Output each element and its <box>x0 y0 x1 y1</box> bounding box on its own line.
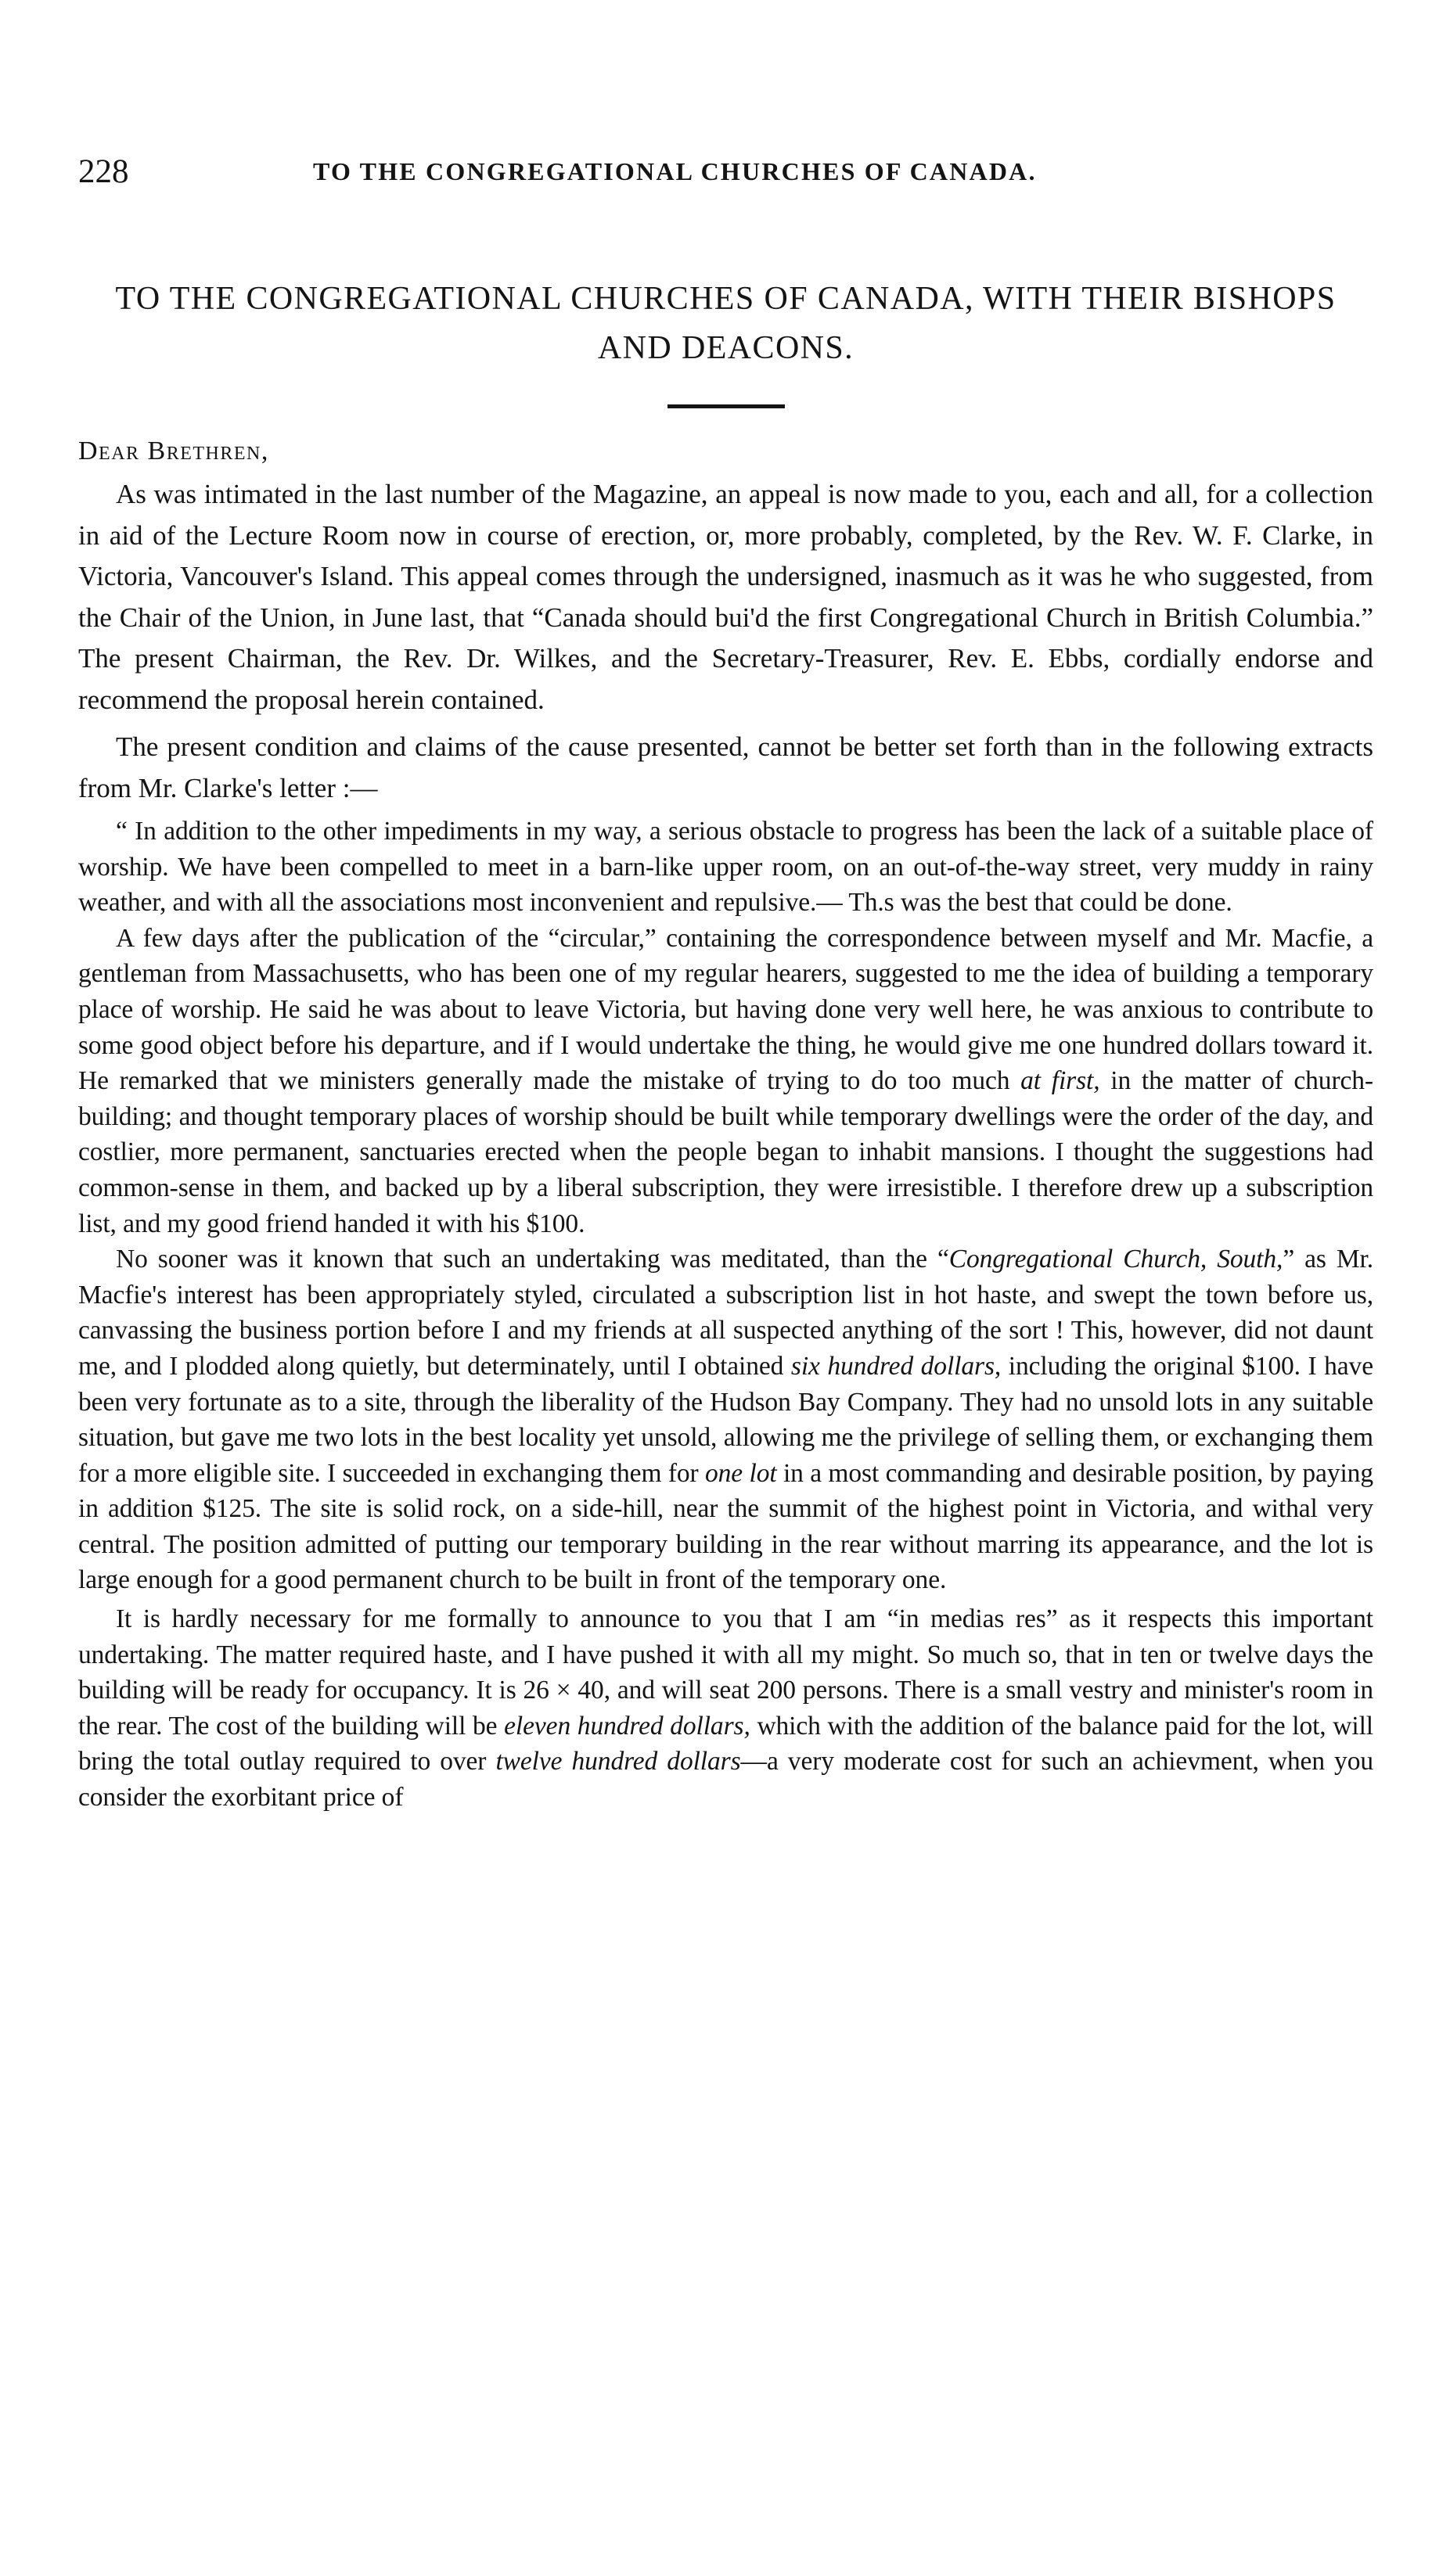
running-title: TO THE CONGREGATIONAL CHURCHES OF CANADA. <box>313 157 1037 185</box>
italic-run: at first, <box>1020 1066 1100 1096</box>
running-header <box>78 153 1373 199</box>
quote-paragraph-cost <box>78 1601 1373 1816</box>
quote-paragraph-impediments: “ In addition to the other impediments in my way, a serious obstacle to progress has been the lack of a suitable place of worship. We have been compelled to meet in a barn-like upper room, on an out-of-the-way street, very muddy in rainy weather, and with all the associations most inconvenient and repulsive.— Th.s was the best that could be done. <box>78 817 1373 918</box>
text-run: A few days after the publication of the “circular,” containing the correspondence between myself and Mr. Macfie, a gentleman from Massachusetts, who has been one of my regular hearers, suggested to me the idea of building a temporary place of worship. He said he was about to leave Victoria, but having done very well here, he was anxious to contribute to some good object before his departure, and if I would undertake the thing, he would give me one hundred dollars toward it. He remarked that we ministers generally made the mistake of trying to do too much <box>78 923 1373 1096</box>
italic-run: six hundred dollars, <box>790 1351 1002 1381</box>
text-run: which with the addition of the balance paid for the lot, will bring the total outlay required to over <box>78 1711 1373 1777</box>
text-run: —a very moderate cost for such an achievment, when you consider the exorbitant price of <box>78 1747 1374 1813</box>
document-page <box>78 153 1373 1816</box>
text-run: No sooner was it known that such an undertaking was meditated, than the “ <box>116 1245 949 1274</box>
text-run: including the original $100. I have been very fortunate as to a site, through the liberality of the Hudson Bay Company. They had no unsold lots in any suitable situation, but gave me two lots in the best locality yet unsold, allowing me the privilege of selling them, or exchanging them for a more eligible site. I succeeded in exchanging them for <box>78 1351 1373 1488</box>
article-title: TO THE CONGREGATIONAL CHURCHES OF CANADA, WITH THEIR BISHOPS AND DEACONS. <box>115 281 1337 366</box>
quote-paragraph-site <box>78 1241 1373 1598</box>
italic-run: one lot <box>705 1458 777 1488</box>
italic-run: Congregational Church, South, <box>948 1245 1283 1274</box>
text-run: in a most commanding and desirable position, by paying in addition $125. The site is solid rock, on a side-hill, near the summit of the highest point in Victoria, and withal very central. The position admitted of putting our temporary building in the rear without marring its appearance, and the lot is large enough for a good permanent church to be built in front of the temporary one. <box>78 1458 1373 1595</box>
text-run: ” as Mr. Macfie's interest has been appropriately styled, circulated a subscription list in hot haste, and swept the town before us, canvassing the business portion before I and my friends at all suspected anything of the sort ! This, however, did not daunt me, and I plodded along quietly, but determinately, until I obtained <box>78 1245 1373 1381</box>
text-run: It is hardly necessary for me formally to announce to you that I am “in medias res” as it respects this important undertaking. The matter required haste, and I have pushed it with all my might. So much so, that in ten or twelve days the building will be ready for occupancy. It is 26 × 40, and will seat 200 persons. There is a small vestry and minister's room in the rear. The cost of the building will be <box>78 1604 1373 1741</box>
quote-paragraph-macfie <box>78 921 1373 1241</box>
salutation: Dear Brethren, <box>78 437 269 465</box>
text-run: in the matter of church-building; and thought temporary places of worship should be built while temporary dwellings were the order of the day, and costlier, more permanent, sanctuaries erected when the people began to inhabit mansions. I thought the suggestions had common-sense in them, and backed up by a liberal subscription, they were irresistible. I therefore drew up a subscription list, and my good friend handed it with his $100. <box>78 1066 1373 1238</box>
paragraph-appeal: As was intimated in the last number of the Magazine, an appeal is now made to you, each and all, for a collection in aid of the Lecture Room now in course of erection, or, more probably, completed, by the Rev. W. F. Clarke, in Victoria, Vancouver's Island. This appeal comes through the undersigned, inasmuch as it was he who suggested, from the Chair of the Union, in June last, that “Canada should bui'd the first Congregational Church in British Columbia.” The present Chairman, the Rev. Dr. Wilkes, and the Secretary-Treasurer, Rev. E. Ebbs, cordially endorse and recommend the proposal herein contained. <box>78 479 1373 715</box>
title-rule <box>667 404 785 408</box>
paragraph-extracts-intro: The present condition and claims of the cause presented, cannot be better set forth than in the following extracts from Mr. Clarke's letter :— <box>78 731 1373 803</box>
page-number: 228 <box>78 153 129 190</box>
italic-run: twelve hundred dollars <box>495 1747 741 1777</box>
italic-run: eleven hundred dollars, <box>504 1711 750 1741</box>
